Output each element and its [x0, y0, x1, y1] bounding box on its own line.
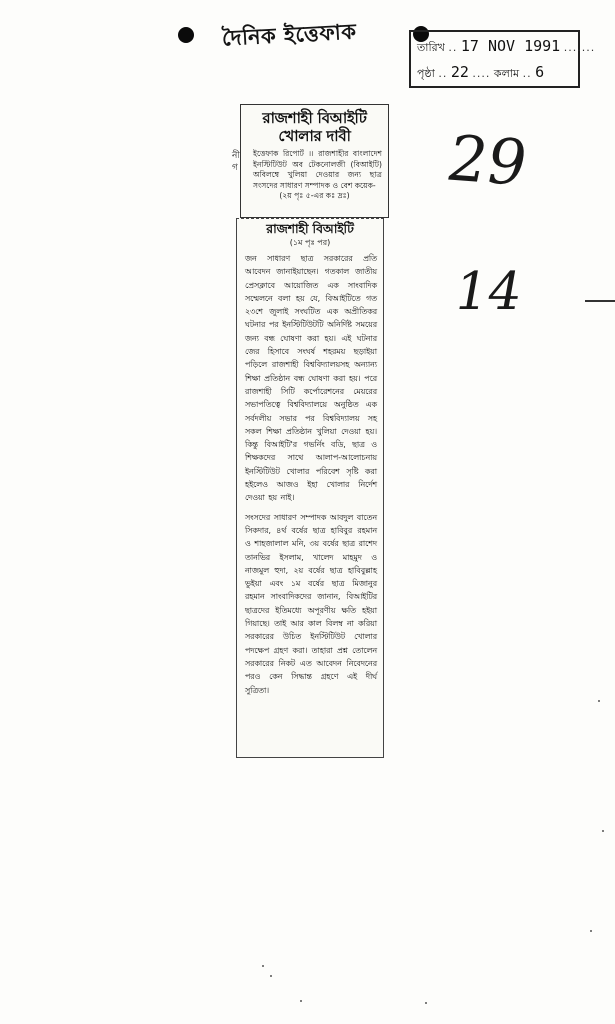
- headline-line-1: রাজশাহী বিআইটি: [262, 109, 367, 127]
- continued-note: (১ম পৃঃ পর): [289, 238, 331, 247]
- news-clipping-continued: [236, 218, 384, 758]
- stamp-date-row: তারিখ .. 17 NOV 1991 .......: [417, 37, 596, 55]
- paragraph-2: সংসদের সাধারণ সম্পাদক আবদুল বাতেন সিকদার, ৪র্থ বর্ষের ছাত্র হাবিবুর রহমান ও শাহজালাল মনি, ৩য় বর্ষের ছাত্র রাশেদ তানভির ইসলাম, খালেদ মাহমুদ ও নাজমুল হুদা, ২য় বর্ষের ছাত্র হাবিবুল্লাহ ভুইয়া এবং ১ম বর্ষের ছাত্র মিজানুর রহমান সাংবাদিকদের জানান, বিআইটির ছাত্রদের ইতিমধ্যে অপূরণীয় ক্ষতি হইয়া গিয়াছে। তাই আর কাল বিলম্ব না করিয়া সরকারের উচিত ইনস্টিটিউট খোলার পদক্ষেপ গ্রহণ করা। তাহারা প্রশ্ন তোলেন সরকারের নিকট এত আবেদন নিবেদনের পরও কেন সিদ্ধান্ত গ্রহণে এই দীর্ঘ সুত্রিতা।: [245, 512, 377, 695]
- newspaper-name: দৈনিক ইত্তেফাক: [221, 19, 358, 51]
- stamp-page-label: পৃষ্ঠা: [417, 67, 435, 80]
- handwritten-number-1: 29: [440, 121, 535, 200]
- stamp-column-label: কলাম: [493, 67, 520, 80]
- stamp-column-value: 6: [535, 63, 545, 81]
- scan-speck: [598, 700, 600, 702]
- stamp-date-label: তারিখ: [417, 41, 445, 54]
- news-clipping-top: [240, 104, 389, 218]
- continuation-reference: (২য় পৃঃ ৫-এর কঃ দ্রঃ): [279, 191, 350, 200]
- handwritten-number-2: 14: [449, 262, 527, 322]
- headline-line-2: খোলার দাবী: [278, 127, 351, 145]
- punch-hole-left: [178, 27, 194, 43]
- scan-speck: [602, 830, 604, 832]
- clipping-body: ইত্তেফাক রিপোর্ট ।। রাজশাহীর বাংলাদেশ ইনস্টিটিউট অব টেকনোলজী (বিআইটি) অবিলম্বে খুলিয়া দেওয়ার জন্য ছাত্র সংসদের সাধারণ সম্পাদক ও বেশ কয়েক-: [253, 149, 382, 190]
- stamp-page-row: পৃষ্ঠা .. 22 .... কলাম .. 6: [417, 63, 545, 81]
- scan-speck: [270, 975, 272, 977]
- edge-mark: [585, 300, 615, 302]
- stamp-page-value: 22: [450, 63, 469, 81]
- continued-headline: রাজশাহী বিআইটি: [266, 221, 354, 236]
- continued-body: [237, 248, 383, 697]
- stamp-date-value: 17 NOV 1991: [460, 37, 561, 55]
- clipping-side-fragment: নী গ: [232, 151, 240, 173]
- archive-stamp: [409, 30, 596, 88]
- clipping-headline: [241, 109, 388, 145]
- scan-speck: [262, 965, 264, 967]
- paragraph-1: জন সাধারণ ছাত্র সরকারের প্রতি আবেদন জানাইয়াছেন। গতকাল জাতীয় প্রেসক্লাবে আয়োজিত এক সাংবাদিক সম্মেলনে বলা হয় যে, বিআইটিতে গত ২৩শে জুলাই সংঘটিত এক অপ্রীতিকর ঘটনার পর ইনস্টিটিউটটি অনির্দিষ্ট সময়ের জন্য বন্ধ ঘোষণা করা হয়। এই ঘটনার জের হিসাবে সংঘর্ষ শহরময় ছড়াইয়া পড়িলে রাজশাহী বিশ্ববিদ্যালয়সহ অন্যান্য শিক্ষা প্রতিষ্ঠান বন্ধ ঘোষণা করা হয়। পরে রাজশাহী সিটি কর্পোরেশনের মেয়রের সভাপতিত্বে বিশ্ববিদ্যালয়ে অনুষ্ঠিত এক সর্বদলীয় সভার পর বিশ্ববিদ্যালয় সহ সকল শিক্ষা প্রতিষ্ঠান খুলিয়া দেওয়া হয়। কিন্তু বিআইটি'র গভর্নিং বডি, ছাত্র ও শিক্ষকদের সাথে আলাপ-আলোচনায় ইনস্টিটিউট খোলার পরিবেশ সৃষ্টি করা হইলেও আজও ইহা খোলার নির্দেশ দেওয়া হয় নাই।: [245, 254, 377, 503]
- scan-speck: [300, 1000, 302, 1002]
- scan-speck: [590, 930, 592, 932]
- scan-speck: [425, 1002, 427, 1004]
